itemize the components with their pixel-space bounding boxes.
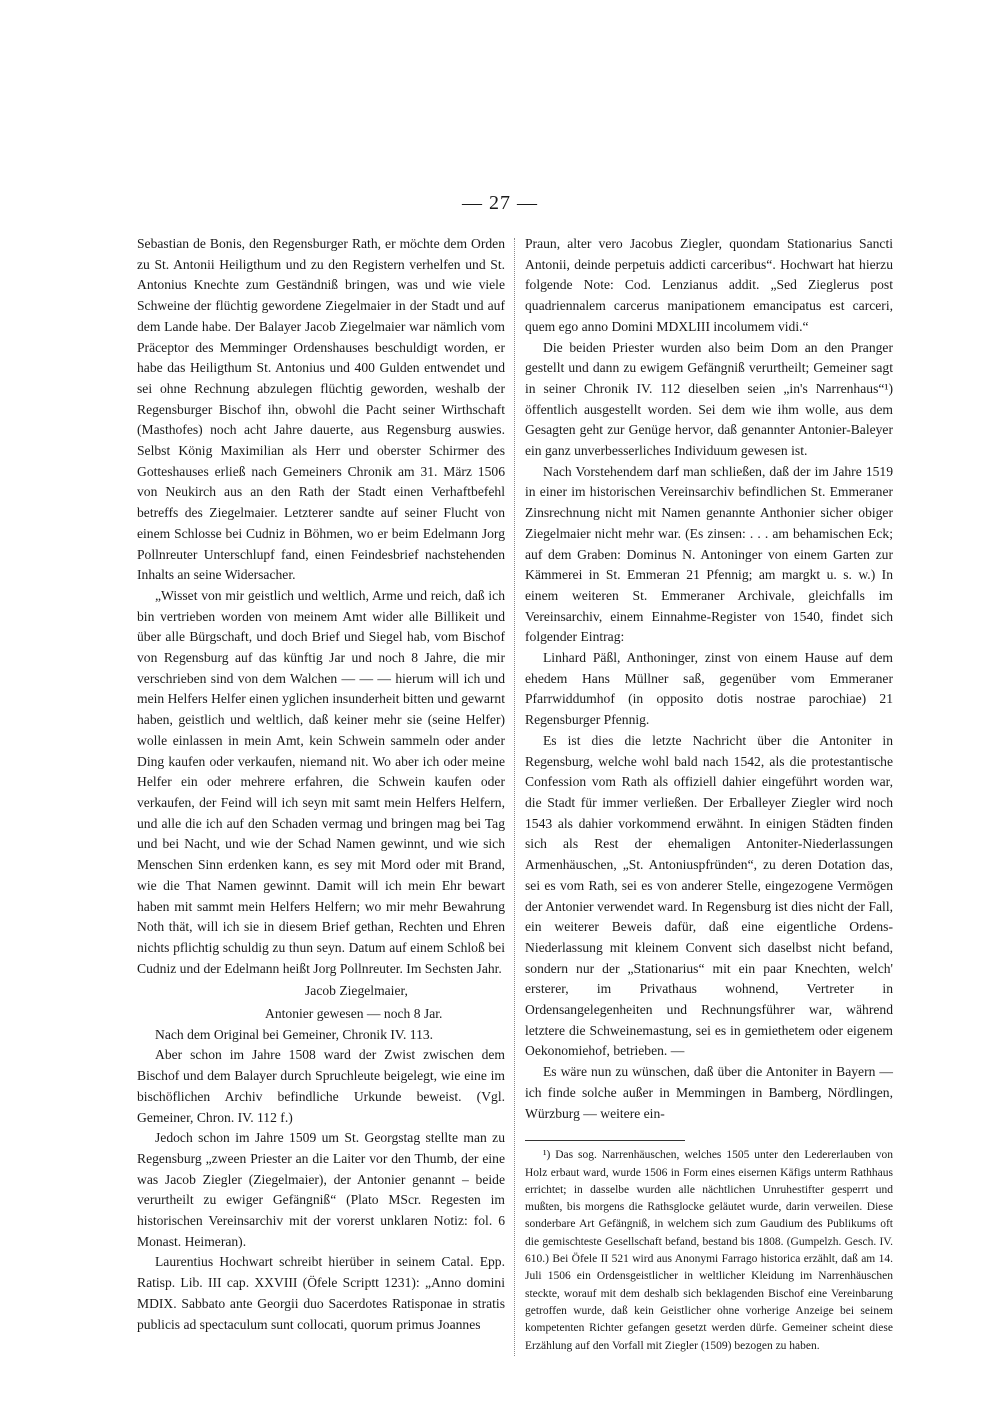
page-number: — 27 — <box>462 192 538 214</box>
paragraph: Es wäre nun zu wünschen, daß über die Antoniter in Bayern — ich finde solche außer in Memmingen in Bamberg, Nördlingen, Würzburg — weitere ein- <box>525 1064 893 1121</box>
signature-title: Antonier gewesen — noch 8 Jar. <box>265 1006 443 1022</box>
footnote: ¹) Das sog. Narrenhäuschen, welches 1505 unter den Ledererlauben von Holz erbaut ward, wurde 1506 in Form eines eisernen Käfigs unterm Rathhaus errichtet; in dasselbe wurden alle nächtlichen Unruhestifter gesperrt und mußten, bis morgens die Rathsglocke geläutet wurde, darin verweilen. Diese sonderbare Art Gefängniß, in welchem sich zum Gaudium des Publikums oft die gemischteste Gesellschaft befand, bestand bis 1808. (Gumpelzh. Gesch. IV. 610.) Bei Öfele II 521 wird aus Anonymi Farrago historica erzählt, daß am 14. Juli 1506 ein Ordensgeistlicher in weltlicher Kleidung im Narrenhäuschen steckte, worauf mit dem deshalb sich beklagenden Bischof eine Vereinbarung getroffen wurde, daß kein Geistlicher ohne vorherige Anzeige bei seinem kompetenten Richter gefangen gesetzt werden dürfe. Gemeiner scheint diese Erzählung auf den Vorfall mit Ziegler (1509) bezogen zu haben. <box>525 1149 893 1352</box>
paragraph: Jedoch schon im Jahre 1509 um St. Georgstag stellte man zu Regensburg „zween Priester an die Laiter vor den Thumb, der eine was Jacob Ziegler (Ziegelmaier), der Antonier genannt – beide verurtheilt zu ewiger Gefängniß“ (Plato MScr. Regesten im historischen Vereinsarchiv mit der vorerst unklaren Notiz: fol. 6 Monast. Heimeran). <box>137 1130 505 1249</box>
paragraph: Aber schon im Jahre 1508 ward der Zwist zwischen dem Bischof und dem Balayer durch Spruchleute beigelegt, wie eine im bischöflichen Archiv befindliche Urkunde beweist. (Vgl. Gemeiner, Chron. IV. 112 f.) <box>137 1047 505 1125</box>
paragraph: Es ist dies die letzte Nachricht über die Antoniter in Regensburg, welche wohl bald nach 1542, als die protestantische Confession vom Rath als offiziell dahier eingeführt worden war, die Stadt für immer verließen. Der Erballeyer Ziegler wird noch 1543 als dahier vorkommend erwähnt. In einigen Städten finden sich als Rest der ehemaligen Antoniter-Niederlassungen Armenhäuschen, „St. Antoniuspfründen“, zu deren Dotation das, sei es vom Rath, sei es von anderer Stelle, eingezogene Vermögen der Antonier verwendet ward. In Regensburg ist dies nicht der Fall, ein weiterer Beweis dafür, daß eine eigentliche Ordens-Niederlassung mit kleinem Convent sich daselbst nicht befand, sondern nur der „Stationarius“ mit ein paar Knechten, welch' ersterer, im Privathaus wohnend, Vertreter in Ordensangelegenheiten und Rechnungsführer war, während letztere die Schweinemastung, sei es in gemiethetem oder eigenem Oekonomiehof, betrieben. — <box>525 732 893 1059</box>
left-column <box>137 234 505 1335</box>
paragraph: Linhard Päßl, Anthoninger, zinst von einem Hause auf dem ehedem Hans Müllner saß, gegenüber vom Emmeraner Pfarrwiddumhof (in opposito dotis nostrae parochiae) 21 Regensburger Pfennig. <box>525 650 893 728</box>
footnote-rule <box>525 1140 685 1141</box>
paragraph: Nach Vorstehendem darf man schließen, daß der im Jahre 1519 in einer im historischen Vereinsarchiv befindlichen St. Emmeraner Zinsrechnung nicht mit Namen genannte Anthonier sicher obiger Ziegelmaier nicht mehr war. (Es zinsen: . . . am behamischen Eck; auf dem Graben: Dominus N. Antoninger von einem Garten zur Kämmerei in St. Emmeran 21 Pfennig; am margkt u. s. w.) In einem weiteren St. Emmeraner Archivale, gleichfalls im Vereinsarchiv, einem Einnahme-Register von 1540, findet sich folgender Eintrag: <box>525 463 893 645</box>
paragraph: Praun, alter vero Jacobus Ziegler, quondam Stationarius Sancti Antonii, deinde perpetuis addicti carceribus“. Hochwart hat hierzu folgende Note: Cod. Lenzianus addit. „Sed Zieglerus post quadriennalem carcerus manipationem emancipatus est carceri, quem ego anno Domini MDXLIII incolumem vidi.“ <box>525 236 893 334</box>
paragraph: Die beiden Priester wurden also beim Dom an den Pranger gestellt und dann zu ewigem Gefängniß verurtheilt; Gemeiner sagt in seiner Chronik IV. 112 dieselben seien „in's Narrenhaus“¹) öffentlich ausgestellt worden. Sei dem wie ihm wolle, aus dem Gesagten geht zur Genüge hervor, daß genannter Antonier-Baleyer ein ganz unverbesserliches Individuum gewesen ist. <box>525 339 893 459</box>
paragraph: „Wisset von mir geistlich und weltlich, Arme und reich, daß ich bin vertrieben worden von meinem Amt wider alle Billikeit und über alle Bürgschaft, und doch Brief und Siegel hab, vom Bischof von Regensburg auf das künftig Jar und noch 8 Jahre, die mir verschrieben sind von dem Walchen — — — hierum will ich und mein Helfers Helfer einen yglichen insunderheit bitten und gewarnt haben, geistlich und weltlich, daß keiner mehr sie (seine Helfer) wolle einlassen in mein Amt, kein Schwein sammeln oder ander Ding kaufen oder verkaufen, niemand nit. Wo aber ich oder meine Helfer ein oder mehrere erfahren, die Schwein kaufen oder verkaufen, der Feind will ich seyn mit samt mein Helfers Helfern, und alle die ich auf den Schaden vermag und bringen mag bei Tag und bei Nacht, und wie der Schad Namen gewinnt, und wie sich Menschen Sinn erdenken kann, es sey mit Mord oder mit Brand, wie die That Namen gewinnt. Damit will ich mein Ehr bewart haben mit sammt mein Helfers Helfern; wo mir mehr Bewahrung Noth thät, will ich sie in diesem Brief gethan, Rechten und Ehren nichts pflichtig schuldig zu thun seyn. Datum auf einem Schloß bei Cudniz und der Edelmann heißt Jorg Pollnreuter. Im Sechsten Jahr. <box>137 587 505 976</box>
paragraph: Laurentius Hochwart schreibt hierüber in seinem Catal. Epp. Ratisp. Lib. III cap. XXVIII (Öfele Scriptt 1231): „Anno domini MDIX. Sabbato ante Georgii duo Sacerdotes Ratisponae in stratis publicis ad spectaculum sunt collocati, quorum primus Joannes <box>137 1254 505 1332</box>
column-divider <box>514 238 515 1356</box>
paragraph: Sebastian de Bonis, den Regensburger Rath, er möchte dem Orden zu St. Antonii Heiligthum und zu den Registern verhelfen und St. Antonius Knechte zum Geständniß bringen, was und wie viele Schweine der flüchtig gewordene Ziegelmaier in der Stadt und auf dem Lande habe. Der Balayer Jacob Ziegelmaier war nämlich vom Präceptor des Memminger Ordenshauses beschuldigt worden, er habe das Heiligthum St. Antonius und 400 Gulden entwendet und sei ohne Rechnung abzulegen flüchtig geworden, weshalb der Regensburger Bischof ihn, obwohl die Pacht seiner Wirthschaft (Masthofes) noch acht Jahre dauerte, aus Regensburg auswies. Selbst König Maximilian als Herr und oberster Schirmer des Gotteshauses erließ nach Gemeiners Chronik am 31. März 1506 von Neukirch aus an den Rath der Stadt einen Verhaftbefehl betreffs des Ziegelmaier. Letzterer sandte auf seiner Flucht von einem Schlosse bei Cudniz in Böhmen, wo er beim Edelmann Jorg Pollnreuter Unterschlupf fand, einen Feindesbrief nachstehenden Inhalts an seine Widersacher. <box>137 236 505 583</box>
paragraph: Nach dem Original bei Gemeiner, Chronik IV. 113. <box>155 1026 434 1042</box>
right-column <box>525 234 893 1355</box>
signature-name: Jacob Ziegelmaier, <box>305 983 408 999</box>
